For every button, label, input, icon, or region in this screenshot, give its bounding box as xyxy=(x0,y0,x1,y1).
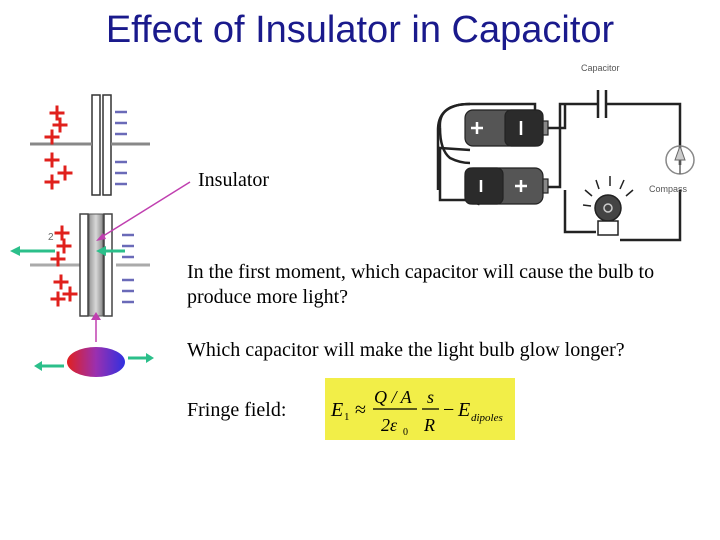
formula-num1: Q / A xyxy=(374,387,412,407)
minus-charges xyxy=(122,235,134,302)
capacitor-plate-left xyxy=(92,95,100,195)
insulator-slab xyxy=(89,214,103,316)
dipole-arrow-right xyxy=(128,353,154,363)
compass-label: Compass xyxy=(649,184,688,194)
compass xyxy=(666,146,694,174)
capacitor-plate-right xyxy=(103,95,111,195)
formula-den1: 2ε xyxy=(381,415,398,435)
question-first-moment: In the first moment, which capacitor will cause the bulb to produce more light? xyxy=(187,261,655,308)
fringe-field-label: Fringe field: xyxy=(187,399,287,421)
dipole-ellipse xyxy=(67,347,125,377)
capacitor-plate-right xyxy=(104,214,112,316)
formula-lhs: E xyxy=(331,399,344,421)
formula-rhs: E xyxy=(458,399,471,421)
formula-den2: R xyxy=(424,415,435,435)
minus-charges xyxy=(115,112,127,184)
formula-rhs-sub: dipoles xyxy=(471,412,503,424)
dipole-arrow-left xyxy=(34,361,64,371)
formula-num2: s xyxy=(427,387,435,407)
slide-title: Effect of Insulator in Capacitor xyxy=(105,9,615,51)
plus-charges xyxy=(46,107,71,188)
capacitor-label: Capacitor xyxy=(581,63,620,73)
formula-svg xyxy=(325,378,515,440)
dipole xyxy=(34,312,154,377)
battery-bottom xyxy=(465,168,548,204)
formula-approx: ≈ xyxy=(355,399,366,421)
capacitor-air xyxy=(30,95,150,195)
question-glow-longer: Which capacitor will make the light bulb glow longer? xyxy=(187,339,625,361)
capacitor-insulator xyxy=(10,214,150,316)
fringe-field-formula xyxy=(325,378,515,440)
field-arrow-left xyxy=(10,246,55,256)
formula-lhs-sub: 1 xyxy=(344,411,350,423)
insulator-label: Insulator xyxy=(198,169,270,191)
light-bulb xyxy=(583,176,633,235)
formula-minus: − xyxy=(443,399,455,421)
capacitor-symbol xyxy=(583,90,620,118)
formula-den1-sub: 0 xyxy=(403,427,408,438)
side-digit: 2 xyxy=(48,232,54,243)
capacitor-plate-left xyxy=(80,214,88,316)
battery-top xyxy=(465,110,548,146)
